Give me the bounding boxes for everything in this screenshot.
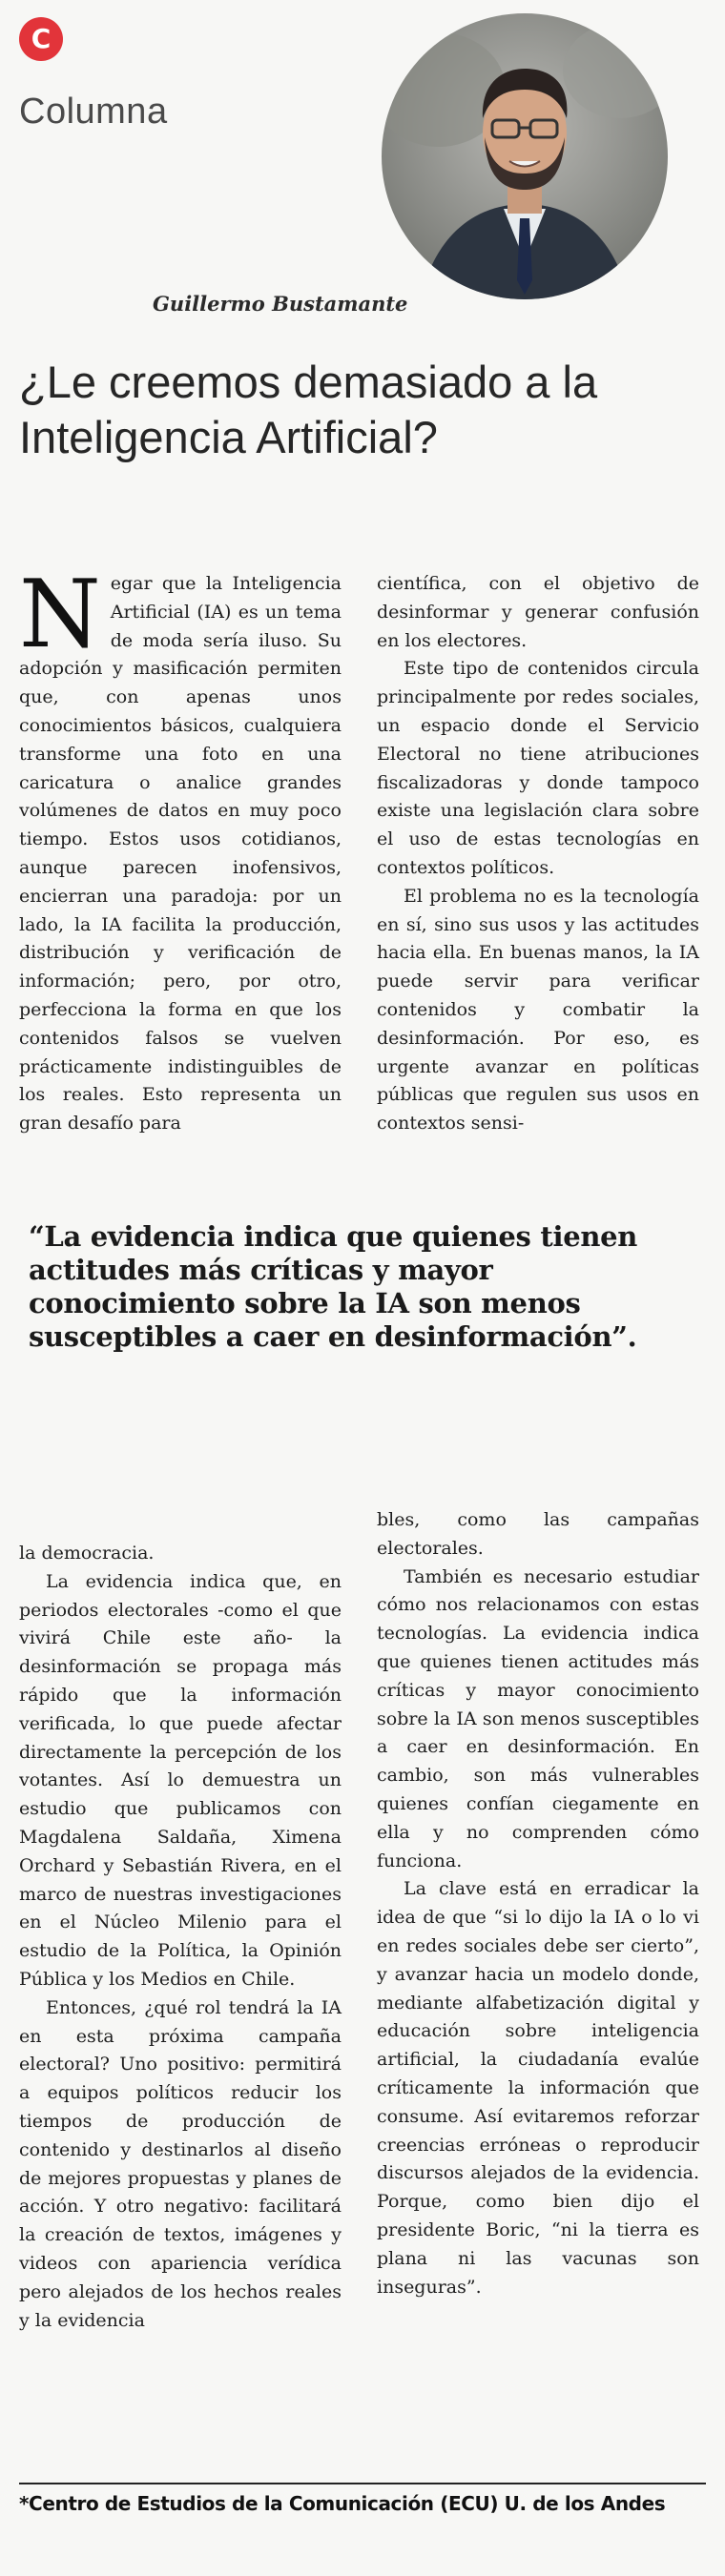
paragraph: El problema no es la tecnología en sí, sino sus usos y las actitudes hacia ella. En buenas manos, la IA puede servir para verificar contenidos y combatir la desinformación. Por eso, es urgente avanzar en políticas públicas que regulen sus usos en contextos sensi- (377, 885, 699, 1135)
author-photo (382, 13, 668, 299)
paragraph: egar que la Inteligencia Artificial (IA) es un tema de moda sería iluso. Su adopción y masificación permiten que, con apenas unos conocimientos básicos, cualquiera transforme una foto en una caricatura o analice grandes volúmenes de datos en muy poco tiempo. Estos usos cotidianos, aunque parecen inofensivos, encierran una paradoja: por un lado, la IA facilita la producción, distribución y verificación de información; pero, por otro, perfecciona la forma en que los contenidos falsos se vuelven prácticamente indistinguibles de los reales. Esto representa un gran desafío para (19, 573, 342, 1135)
column-1 (19, 561, 342, 1138)
paragraph: la democracia. (19, 1543, 155, 1564)
paragraph: La evidencia indica que, en periodos electorales -como el que vivirá Chile este año- la desinformación se propaga más rápido que la información verificada, lo que puede afectar directamente la percepción de los votantes. Así lo demuestra un estudio que publicamos con Magdalena Saldaña, Ximena Orchard y Sebastián Rivera, en el marco de nuestras investigaciones en el Núcleo Milenio para el estudio de la Política, la Opinión Pública y los Medios en Chile. (19, 1570, 342, 1990)
author-name: Guillermo Bustamante (153, 292, 408, 316)
headline: ¿Le creemos demasiado a la Inteligencia Artificial? (19, 357, 598, 462)
pull-quote: “La evidencia indica que quienes tienen actitudes más críticas y mayor conocimiento sobre la IA son menos susceptibles a caer en desinformación”. (29, 1220, 638, 1353)
paragraph: La clave está en erradicar la idea de que “si lo dijo la IA o lo vi en redes sociales debe ser cierto”, y avanzar hacia un modelo donde, mediante alfabetización digital y educación sobre inteligencia artificial, la ciudadanía evalúe críticamente la información que consume. Así evitaremos reforzar creencias erróneas o reproducir discursos alejados de la evidencia. Porque, como bien dijo el presidente Boric, “ni la tierra es plana ni las vacunas son inseguras”. (377, 1878, 699, 2298)
drop-cap: N (19, 561, 101, 669)
paragraph: Este tipo de contenidos circula principalmente por redes sociales, un espacio donde el Servicio Electoral no tiene atribuciones fiscalizadoras y donde tampoco existe una legislación clara sobre el uso de estas tecnologías en contextos políticos. (377, 658, 699, 878)
paragraph: Entonces, ¿qué rol tendrá la IA en esta próxima campaña electoral? Uno positivo: permitirá a equipos políticos reducir los tiempos de producción de contenido y destinarlos al diseño de mejores propuestas y planes de acción. Y otro negativo: facilitará la creación de textos, imágenes y videos con apariencia verídica pero alejados de los hechos reales y la evidencia (19, 1996, 342, 2331)
paragraph: científica, con el objetivo de desinformar y generar confusión en los electores. (377, 573, 699, 651)
paragraph: bles, como las campañas electorales. (377, 1509, 699, 1559)
column-2 (377, 570, 699, 1138)
footnote: *Centro de Estudios de la Comunicación (ECU) U. de los Andes (19, 2483, 706, 2515)
column-3 (19, 1540, 342, 2335)
section-badge: C (19, 17, 63, 61)
author-portrait-image (382, 13, 668, 299)
column-4 (377, 1506, 699, 2301)
paragraph: También es necesario estudiar cómo nos relacionamos con estas tecnologías. La evidencia indica que quienes tienen actitudes más críticas y mayor conocimiento sobre la IA son menos susceptibles a caer en desinformación. En cambio, son más vulnerables quienes confían ciegamente en ella y no comprenden cómo funciona. (377, 1565, 699, 1871)
section-label: Columna (19, 92, 168, 132)
